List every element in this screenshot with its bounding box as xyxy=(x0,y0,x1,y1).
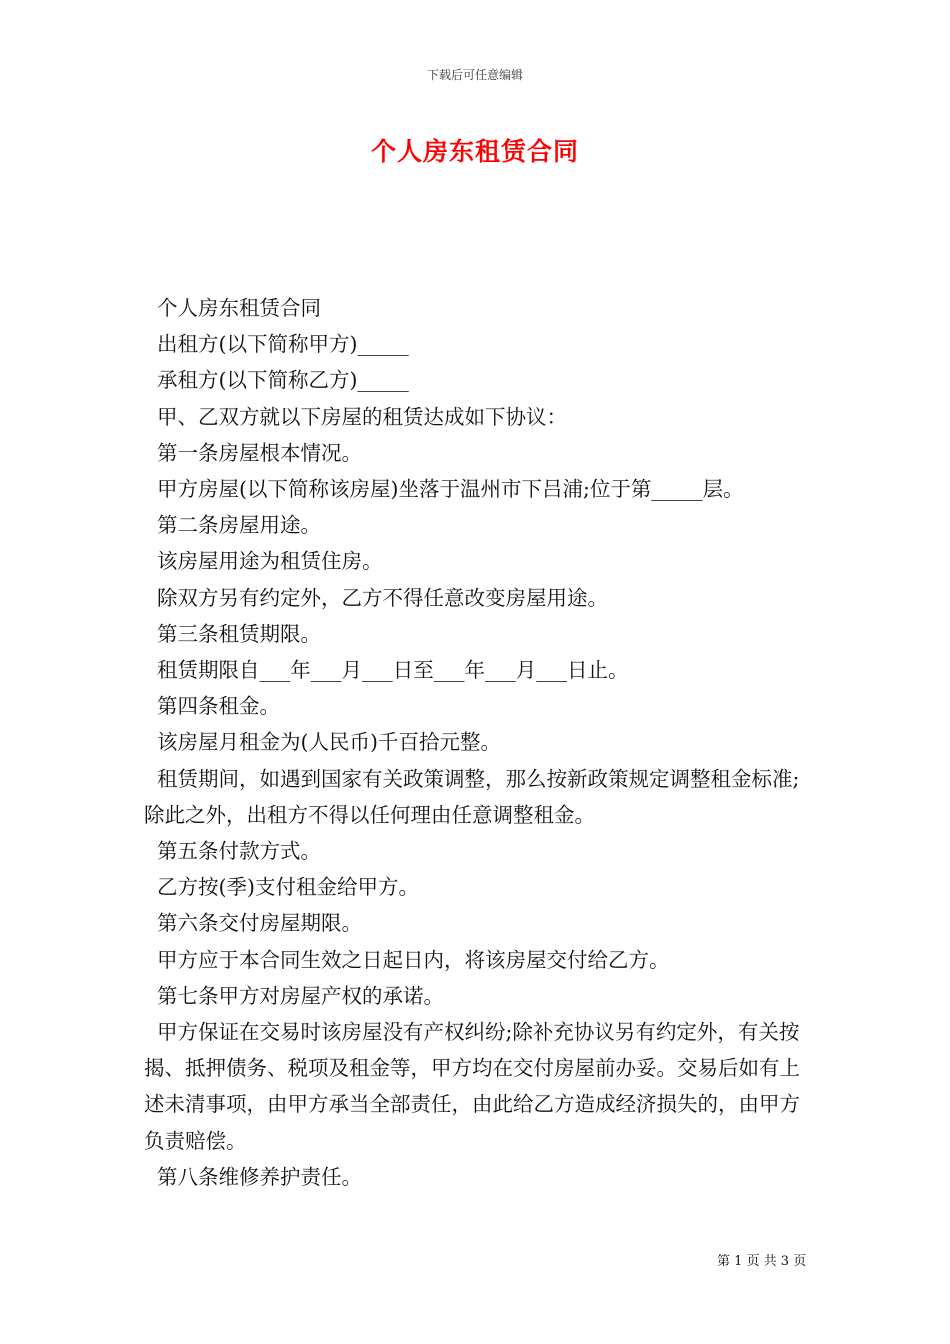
paragraph: 第七条甲方对房屋产权的承诺。 xyxy=(157,983,444,1008)
paragraph: 该房屋月租金为(人民币)千百拾元整。 xyxy=(157,730,501,755)
page-number: 第 1 页 共 3 页 xyxy=(717,1254,807,1269)
header-note: 下载后可任意编辑 xyxy=(426,68,523,82)
paragraph: 甲方应于本合同生效之日起日内，将该房屋交付给乙方。 xyxy=(157,947,670,972)
paragraph: 该房屋用途为租赁住房。 xyxy=(157,549,383,574)
paragraph: 甲方保证在交易时该房屋没有产权纠纷;除补充协议另有约定外，有关按揭、抵押债务、税项及租金等，甲方均在交付房屋前办妥。交易后如有上述未清事项，由甲方承当全部责任，由此给乙方造成经济损失的，由甲方负责赔偿。 xyxy=(144,1020,800,1153)
document-title: 个人房东租赁合同 xyxy=(370,137,579,166)
paragraph: 甲、乙双方就以下房屋的租赁达成如下协议： xyxy=(157,404,567,429)
paragraph: 个人房东租赁合同 xyxy=(157,296,321,320)
paragraph: 第一条房屋根本情况。 xyxy=(157,440,362,465)
paragraph: 租赁期间，如遇到国家有关政策调整，那么按新政策规定调整租金标准;除此之外，出租方不得以任何理由任意调整租金。 xyxy=(144,766,800,827)
paragraph: 出租方(以下简称甲方)_____ xyxy=(157,332,409,357)
paragraph: 承租方(以下简称乙方)_____ xyxy=(157,368,409,393)
paragraph: 租赁期限自___年___月___日至___年___月___日止。 xyxy=(157,658,629,683)
paragraph: 乙方按(季)支付租金给甲方。 xyxy=(157,875,419,900)
paragraph: 第二条房屋用途。 xyxy=(157,513,321,538)
paragraph: 第六条交付房屋期限。 xyxy=(157,911,362,936)
paragraph: 甲方房屋(以下简称该房屋)坐落于温州市下吕浦;位于第_____层。 xyxy=(157,477,744,502)
paragraph: 第八条维修养护责任。 xyxy=(157,1164,362,1189)
paragraph: 第五条付款方式。 xyxy=(157,839,321,864)
document-body xyxy=(144,290,808,1195)
paragraph: 第三条租赁期限。 xyxy=(157,621,321,646)
paragraph: 第四条租金。 xyxy=(157,694,280,719)
paragraph: 除双方另有约定外，乙方不得任意改变房屋用途。 xyxy=(157,585,608,610)
